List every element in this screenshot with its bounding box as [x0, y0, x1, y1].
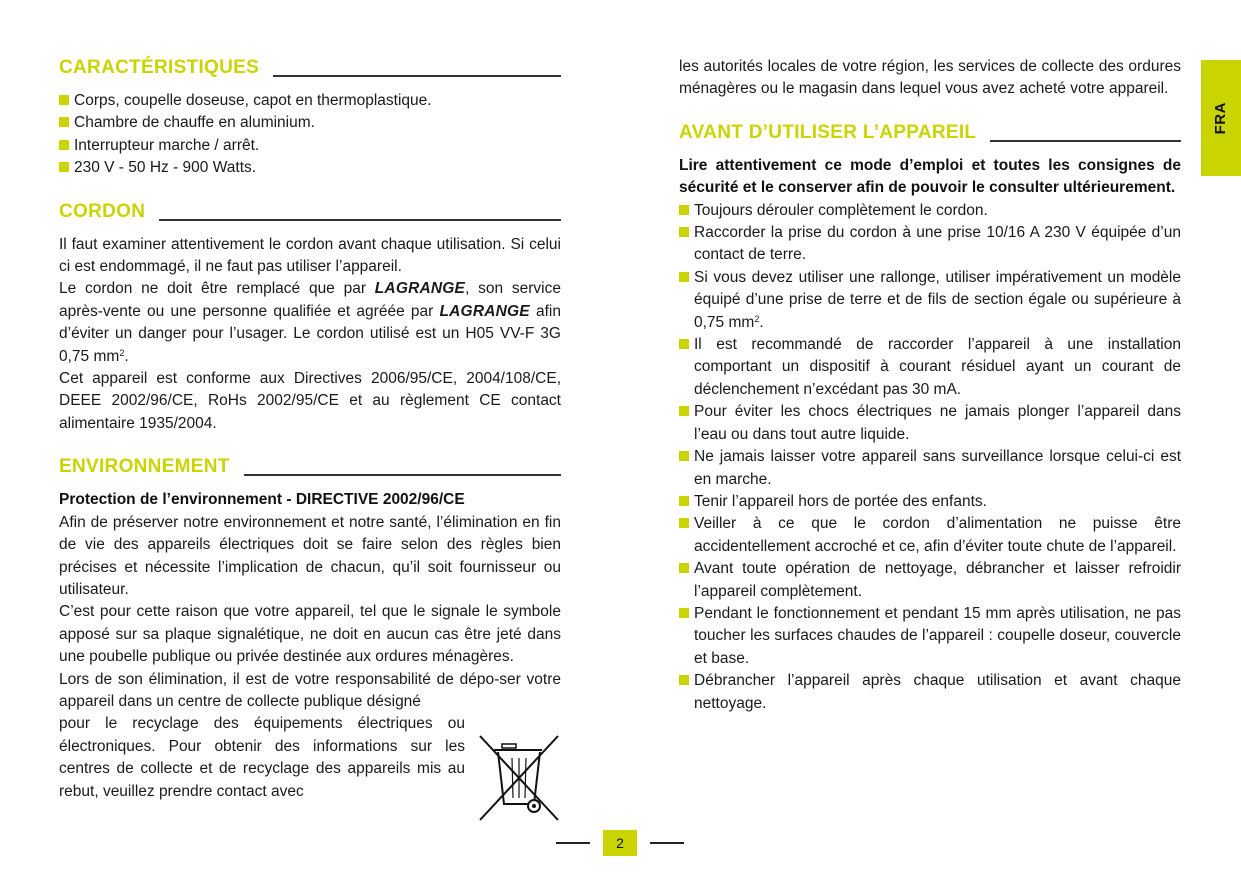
- heading-caracteristiques: CARACTÉRISTIQUES: [59, 56, 561, 80]
- heading-rule: [990, 140, 1181, 142]
- list-item: 230 V - 50 Hz - 900 Watts.: [59, 157, 561, 179]
- heading-rule: [159, 219, 561, 221]
- list-item: Toujours dérouler complètement le cordon.: [679, 200, 1181, 222]
- list-item: Chambre de chauffe en aluminium.: [59, 112, 561, 134]
- brand-name: LAGRANGE: [439, 302, 530, 320]
- cordon-paragraph-3: Cet appareil est conforme aux Directives 2006/95/CE, 2004/108/CE, DEEE 2002/96/CE, RoHs 2002/95/CE et au règlement CE contact alimentaire 1935/2004.: [59, 370, 561, 432]
- list-item: Si vous devez utiliser une rallonge, utiliser impérativement un modèle équipé d’une prise de terre et de fils de section égale ou supérieure à 0,75 $mm^2$.: [679, 267, 1181, 334]
- section-continuation: [679, 56, 1181, 101]
- brand-name: LAGRANGE: [374, 280, 466, 298]
- heading-rule: [273, 75, 561, 77]
- crossed-bin-icon: [476, 732, 562, 824]
- caracteristiques-list: [59, 90, 561, 180]
- heading-rule: [244, 474, 561, 476]
- list-item: Corps, coupelle doseuse, capot en thermoplastique.: [59, 90, 561, 112]
- section-avant: [679, 121, 1181, 715]
- left-column: [59, 56, 561, 823]
- list-item: Avant toute opération de nettoyage, débrancher et laisser refroidir l’appareil complètement.: [679, 558, 1181, 603]
- list-item: Tenir l’appareil hors de portée des enfants.: [679, 491, 1181, 513]
- environnement-paragraph-2: C’est pour cette raison que votre appareil, tel que le signale le symbole apposé sur sa plaque signalétique, ne doit en aucun cas être jeté dans une poubelle publique ou privée destinée aux ordures ménagères.: [59, 603, 561, 666]
- cordon-paragraph-1: Il faut examiner attentivement le cordon avant chaque utilisation. Si celui ci est endommagé, il ne faut pas utiliser l’appareil.: [59, 235, 561, 276]
- environnement-paragraph-1: Afin de préserver notre environnement et notre santé, l’élimination en fin de vie des appareils électriques doit se faire selon des règles bien précises et nécessite l’implication de chacun, qu’il soit fournisseur ou utilisateur.: [59, 513, 561, 598]
- environnement-paragraph-3: Lors de son élimination, il est de votre responsabilité de dépo-ser votre appareil dans un centre de collecte publique désigné: [59, 670, 561, 710]
- environnement-subtitle: Protection de l’environnement - DIRECTIVE 2002/96/CE: [59, 491, 465, 509]
- list-item: Débrancher l’appareil après chaque utilisation et avant chaque nettoyage.: [679, 670, 1181, 715]
- language-tab-label: FRA: [1211, 101, 1229, 135]
- heading-cordon: CORDON: [59, 200, 561, 224]
- list-item: Pendant le fonctionnement et pendant 15 mm après utilisation, ne pas toucher les surfaces chaudes de l’appareil : coupelle doseur, couvercle et base.: [679, 603, 1181, 670]
- continuation-paragraph: les autorités locales de votre région, les services de collecte des ordures ménagères ou le magasin dans lequel vous avez acheté votre appareil.: [679, 58, 1181, 98]
- list-item: Pour éviter les chocs électriques ne jamais plonger l’appareil dans l’eau ou dans tout autre liquide.: [679, 401, 1181, 446]
- section-caracteristiques: [59, 56, 561, 180]
- section-cordon: [59, 200, 561, 436]
- right-column: [679, 56, 1181, 735]
- list-item: Ne jamais laisser votre appareil sans surveillance lorsque celui-ci est en marche.: [679, 446, 1181, 491]
- cordon-paragraph-2: Le cordon ne doit être remplacé que par LAGRANGE, son service après-vente ou une personne qualifiée et agréée par LAGRANGE afin d’éviter un danger pour l’usager. Le cordon utilisé est un H05 VV-F 3G 0,75 $mm^2$.: [59, 280, 561, 365]
- page-number: 2: [603, 830, 637, 856]
- environnement-paragraph-4: pour le recyclage des équipements électriques ou électroniques. Pour obtenir des informations sur les centres de collecte et de recyclage des appareils mis au rebut, veuillez prendre contact avec: [59, 715, 465, 800]
- list-item: Veiller à ce que le cordon d’alimentation ne puisse être accidentellement accroché et ce, afin d’éviter toute chute de l’appareil.: [679, 513, 1181, 558]
- footer-rule-right: [650, 842, 684, 844]
- heading-environnement: ENVIRONNEMENT: [59, 455, 561, 479]
- list-item: Raccorder la prise du cordon à une prise 10/16 A 230 V équipée d’un contact de terre.: [679, 222, 1181, 267]
- avant-intro: Lire attentivement ce mode d’emploi et toutes les consignes de sécurité et le conserver afin de pouvoir le consulter ultérieurement.: [679, 156, 1181, 197]
- list-item: Il est recommandé de raccorder l’appareil à une installation comportant un dispositif à courant résiduel ayant un courant de déclenchement n’excédant pas 30 mA.: [679, 334, 1181, 401]
- list-item: Interrupteur marche / arrêt.: [59, 135, 561, 157]
- avant-list: [679, 200, 1181, 715]
- language-tab: [1201, 60, 1241, 176]
- footer-rule-left: [556, 842, 590, 844]
- heading-avant: AVANT D’UTILISER L’APPAREIL: [679, 121, 1181, 145]
